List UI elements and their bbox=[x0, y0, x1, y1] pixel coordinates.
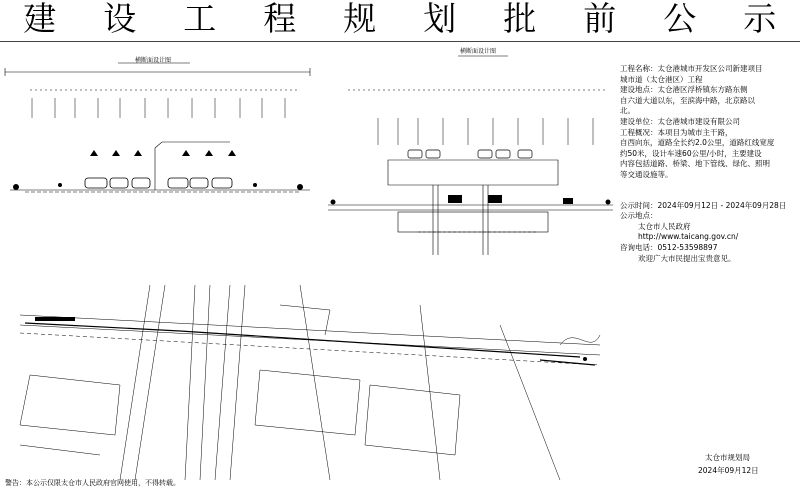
header-divider bbox=[0, 41, 800, 42]
project-name-cont: 城市道（太仓港区）工程 bbox=[620, 74, 703, 84]
project-overview-cont: 约50米，设计车速60公里/小时，主要建设 bbox=[620, 148, 762, 158]
issuing-organization: 太仓市规划局 bbox=[705, 453, 750, 462]
title-char: 设 bbox=[103, 0, 137, 38]
project-name: 工程名称：太仓港城市开发区公司新建项目 bbox=[620, 64, 763, 73]
title-char: 程 bbox=[263, 0, 297, 38]
page-title bbox=[0, 0, 800, 38]
title-char: 划 bbox=[423, 0, 457, 38]
copyright-warning: 警告：本公示仅限太仓市人民政府官网使用，不得转载。 bbox=[5, 479, 180, 487]
project-location: 建设地点：太仓港区浮桥镇东方路东侧 bbox=[620, 85, 748, 95]
announcement-website[interactable]: http://www.taicang.gov.cn/ bbox=[638, 232, 739, 242]
right-section-title: 横断面设计图 bbox=[460, 48, 497, 55]
project-location-cont: 自六道大道以东，至滨海中路，北京路以 bbox=[620, 95, 755, 105]
left-section-title: 横断面设计图 bbox=[135, 57, 172, 64]
project-overview-cont: 内容包括道路、桥梁、地下管线、绿化、照明 bbox=[620, 159, 770, 169]
left-cross-section-drawing bbox=[0, 50, 320, 210]
title-char: 示 bbox=[743, 0, 777, 38]
project-info bbox=[620, 64, 798, 264]
title-char: 建 bbox=[23, 0, 57, 38]
site-plan-drawing bbox=[0, 285, 615, 480]
project-overview: 工程概况：本项目为城市主干路， bbox=[620, 127, 733, 137]
project-owner: 建设单位：太仓港城市建设有限公司 bbox=[620, 116, 740, 126]
issue-date: 2024年09月12日 bbox=[698, 466, 759, 475]
announcement-place: 太仓市人民政府 bbox=[638, 221, 691, 231]
announcement-note: 欢迎广大市民提出宝贵意见。 bbox=[638, 253, 736, 263]
title-char: 前 bbox=[583, 0, 617, 38]
contact-phone: 咨询电话：0512-53598897 bbox=[620, 242, 718, 252]
title-char: 规 bbox=[343, 0, 377, 38]
project-overview-end: 等交通设施等。 bbox=[620, 169, 673, 179]
announcement-method-label: 公示地点： bbox=[620, 211, 658, 221]
title-char: 公 bbox=[663, 0, 697, 38]
title-char: 批 bbox=[503, 0, 537, 38]
project-overview-cont: 自西向东，道路全长约2.0公里，道路红线宽度 bbox=[620, 138, 775, 148]
announcement-period: 公示时间：2024年09月12日 - 2024年09月28日 bbox=[620, 200, 787, 210]
project-location-end: 北。 bbox=[620, 106, 635, 116]
title-char: 工 bbox=[183, 0, 217, 38]
right-cross-section-drawing bbox=[318, 50, 618, 290]
